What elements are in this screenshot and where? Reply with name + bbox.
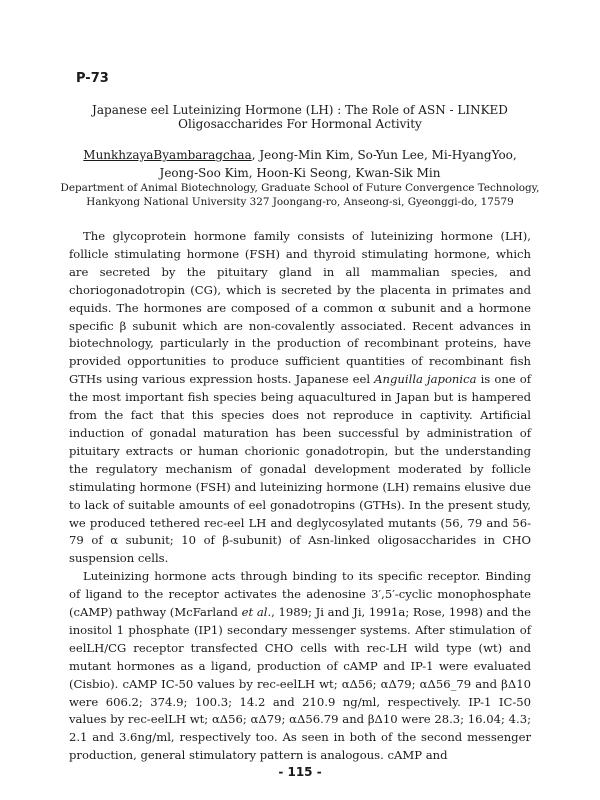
paragraph-1 [69, 228, 531, 568]
author-line-1 [60, 146, 540, 164]
affiliation-line-2: Hankyong National University 327 Joongang-ro, Anseong-si, Gyeonggi-do, 17579 [86, 196, 514, 208]
species-name: Anguilla japonica [374, 372, 477, 387]
et-al: et al. [241, 605, 272, 620]
paragraph-2-text-b: , 1989; Ji and Ji, 1991a; Rose, 1998) and the inositol 1 phosphate (IP1) secondary messenger systems. After stimulation of eelLH/CG receptor transfected CHO cells with rec-LH wild type (wt) and mutant hormones as a ligand, production of cAMP and IP-1 were evaluated (Cisbio). cAMP IC-50 values by rec-eelLH wt; αΔ56; αΔ79; αΔ56_79 and βΔ10 were 606.2; 374.9; 100.3; 14.2 and 210.9 ng/ml, respectively. IP-1 IC-50 values by rec-eelLH wt; αΔ56; αΔ79; αΔ56.79 and βΔ10 were 28.3; 16.04; 4.3; 2.1 and 3.6ng/ml, respectively too. As seen in both of the second messenger production, general stimulatory pattern is analogous. cAMP and [69, 605, 532, 763]
title-line-1: Japanese eel Luteinizing Hormone (LH) : The Role of ASN - LINKED [92, 103, 508, 117]
author-line-2: Jeong-Soo Kim, Hoon-Ki Seong, Kwan-Sik Min [159, 166, 441, 180]
title-line-2: Oligosaccharides For Hormonal Activity [178, 117, 422, 131]
author-list [60, 146, 540, 182]
affiliation [60, 181, 540, 209]
presenting-author: MunkhzayaByambaragchaa [83, 148, 252, 162]
abstract-title [60, 103, 540, 131]
co-authors-line-1: , Jeong-Min Kim, So-Yun Lee, Mi-HyangYoo, [251, 148, 517, 162]
paragraph-2 [69, 568, 531, 765]
page-number: - 115 - [278, 765, 322, 779]
affiliation-line-1: Department of Animal Biotechnology, Graduate School of Future Convergence Technology, [60, 182, 540, 194]
paragraph-1-text-b: is one of the most important fish species being aquacultured in Japan but is hampered from the fact that this species does not reproduce in captivity. Artificial induction of gonadal maturation has been successful by administration of pituitary extracts or human chorionic gonadotropin, but the understanding the regulatory mechanism of gonadal development moderated by follicle stimulating hormone (FSH) and luteinizing hormone (LH) remains elusive due to lack of suitable amounts of eel gonadotropins (GTHs). In the present study, we produced tethered rec-eel LH and deglycosylated mutants (56, 79 and 56-79 of α subunit; 10 of β-subunit) of Asn-linked oligosaccharides in CHO suspension cells. [69, 372, 531, 566]
paragraph-2-text-a: Luteinizing hormone acts through binding to its specific receptor. Binding of ligand to the receptor activates the adenosine 3′,5′-cyclic monophosphate (cAMP) pathway (McFarland [69, 569, 531, 620]
abstract-code: P-73 [76, 71, 109, 86]
paragraph-1-text-a: The glycoprotein hormone family consists of luteinizing hormone (LH), follicle stimulating hormone (FSH) and thyroid stimulating hormone, which are secreted by the pituitary gland in all mammalian species, and choriogonadotropin (CG), which is secreted by the placenta in primates and equids. The hormones are composed of a common α subunit and a hormone specific β subunit which are non-covalently associated. Recent advances in biotechnology, particularly in the production of recombinant proteins, have provided opportunities to produce sufficient quantities of recombinant fish GTHs using various expression hosts. Japanese eel [69, 229, 531, 387]
abstract-body [69, 228, 531, 765]
